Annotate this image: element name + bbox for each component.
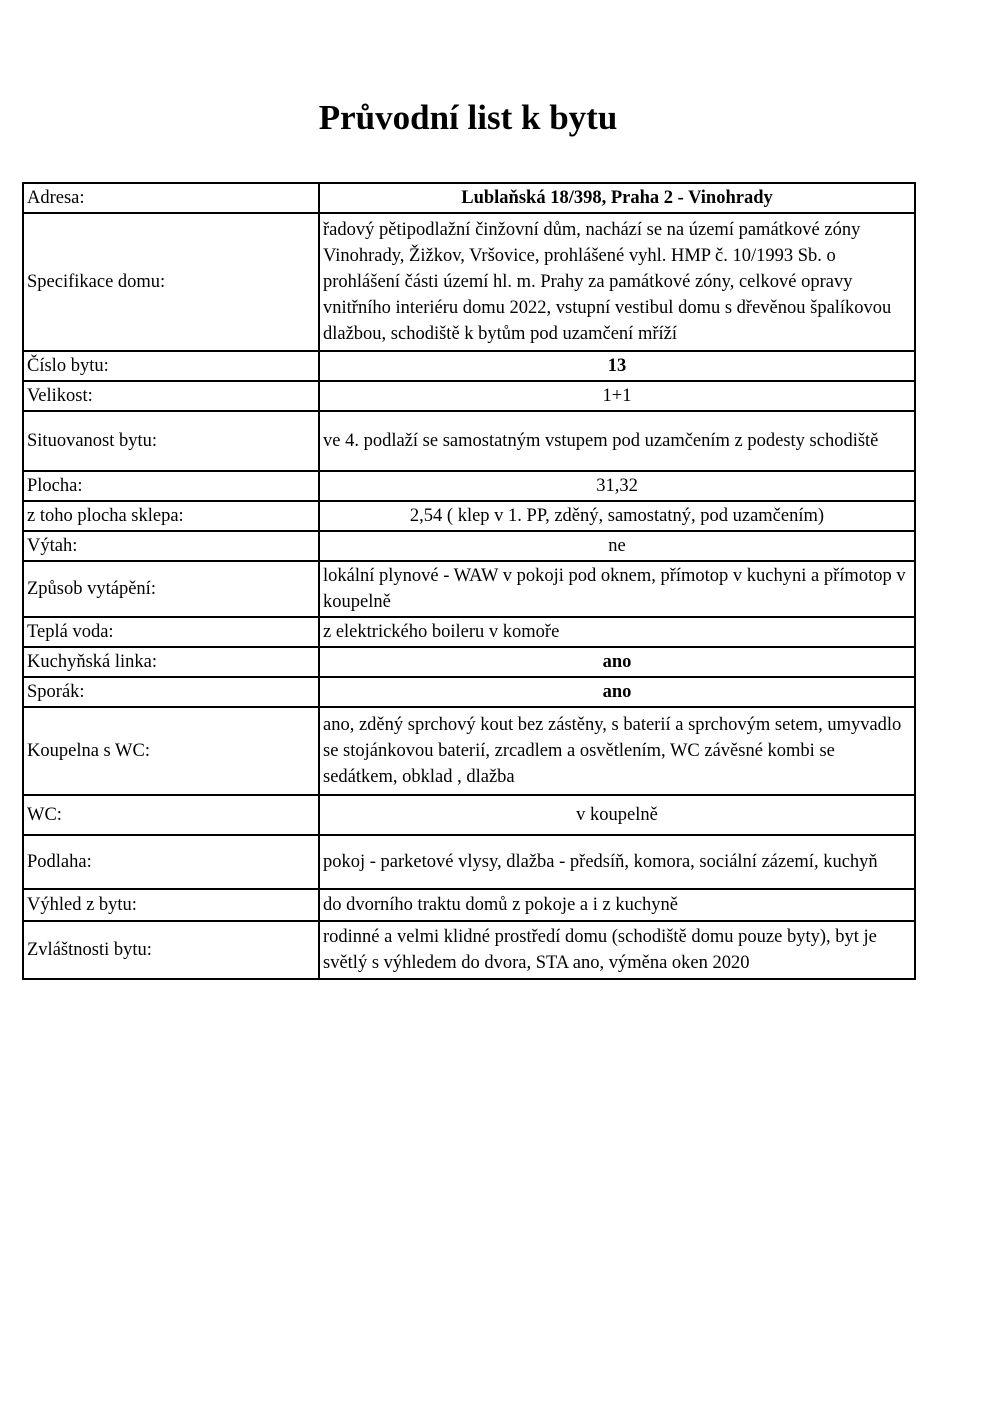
row-label: Sporák: [23, 677, 319, 707]
row-label: Podlaha: [23, 835, 319, 889]
address-value: Lublaňská 18/398, Praha 2 - Vinohrady [319, 183, 915, 213]
row-label: Způsob vytápění: [23, 561, 319, 617]
table-row-heating [23, 561, 915, 617]
row-label: Situovanost bytu: [23, 411, 319, 471]
row-label: Koupelna s WC: [23, 707, 319, 795]
row-label: Výtah: [23, 531, 319, 561]
cellar-area-value: 2,54 ( klep v 1. PP, zděný, samostatný, pod uzamčením) [319, 501, 915, 531]
row-label: Zvláštnosti bytu: [23, 921, 319, 979]
table-row-apartment-number [23, 351, 915, 381]
table-row-special [23, 921, 915, 979]
table-row-kitchen-unit [23, 647, 915, 677]
location-value: ve 4. podlaží se samostatným vstupem pod uzamčením z podesty schodiště [319, 411, 915, 471]
row-label: Kuchyňská linka: [23, 647, 319, 677]
row-label: z toho plocha sklepa: [23, 501, 319, 531]
table-row-cellar-area [23, 501, 915, 531]
table-row-stove [23, 677, 915, 707]
floor-value: pokoj - parketové vlysy, dlažba - předsíň, komora, sociální zázemí, kuchyň [319, 835, 915, 889]
row-label: Teplá voda: [23, 617, 319, 647]
size-value: 1+1 [319, 381, 915, 411]
table-row-elevator [23, 531, 915, 561]
view-value: do dvorního traktu domů z pokoje a i z kuchyně [319, 889, 915, 921]
elevator-value: ne [319, 531, 915, 561]
table-row-location [23, 411, 915, 471]
area-value: 31,32 [319, 471, 915, 501]
stove-value: ano [319, 677, 915, 707]
table-row-wc [23, 795, 915, 835]
table-row-floor [23, 835, 915, 889]
row-label: Výhled z bytu: [23, 889, 319, 921]
table-row-building-spec [23, 213, 915, 351]
heating-value: lokální plynové - WAW v pokoji pod oknem, přímotop v kuchyni a přímotop v koupelně [319, 561, 915, 617]
row-label: Plocha: [23, 471, 319, 501]
row-label: Číslo bytu: [23, 351, 319, 381]
table-row-area [23, 471, 915, 501]
table-row-view [23, 889, 915, 921]
page-title: Průvodní list k bytu [318, 98, 618, 137]
wc-value: v koupelně [319, 795, 915, 835]
building-spec-value: řadový pětipodlažní činžovní dům, nachází se na území památkové zóny Vinohrady, Žižkov, Vršovice, prohlášené vyhl. HMP č. 10/1993 Sb. o prohlášení části území hl. m. Prahy za památkové zóny, celkové opravy vnitřního interiéru domu 2022, vstupní vestibul domu s dřevěnou špalíkovou dlažbou, schodiště k bytům pod uzamčení mříží [319, 213, 915, 351]
table-row-address [23, 183, 915, 213]
kitchen-unit-value: ano [319, 647, 915, 677]
bathroom-value: ano, zděný sprchový kout bez zástěny, s baterií a sprchovým setem, umyvadlo se stojánkovou baterií, zrcadlem a osvětlením, WC závěsné kombi se sedátkem, obklad , dlažba [319, 707, 915, 795]
row-label: Adresa: [23, 183, 319, 213]
table-row-size [23, 381, 915, 411]
row-label: Velikost: [23, 381, 319, 411]
hot-water-value: z elektrického boileru v komoře [319, 617, 915, 647]
row-label: Specifikace domu: [23, 213, 319, 351]
row-label: WC: [23, 795, 319, 835]
apartment-number-value: 13 [319, 351, 915, 381]
table-row-hot-water [23, 617, 915, 647]
special-features-value: rodinné a velmi klidné prostředí domu (schodiště domu pouze byty), byt je světlý s výhledem do dvora, STA ano, výměna oken 2020 [319, 921, 915, 979]
apartment-info-table [22, 182, 916, 980]
table-row-bathroom [23, 707, 915, 795]
